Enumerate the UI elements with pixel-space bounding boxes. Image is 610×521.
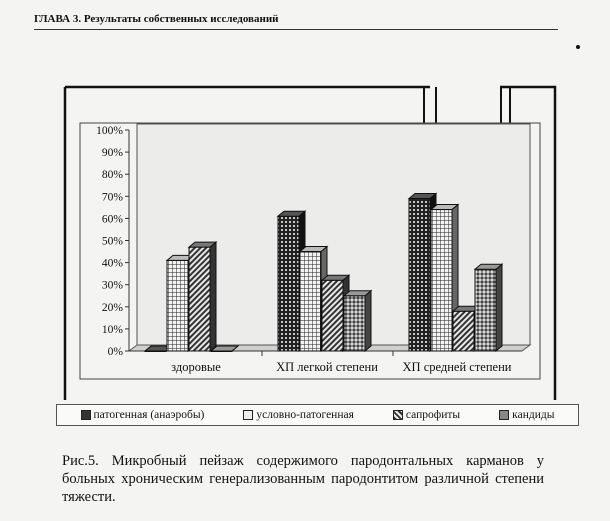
chapter-header: ГЛАВА 3. Результаты собственных исследований: [34, 13, 279, 25]
legend-swatch-conditional: [243, 410, 253, 420]
y-ticks: [96, 125, 129, 358]
x-tick-label: здоровые: [171, 360, 221, 374]
y-tick-label: 60%: [101, 213, 123, 226]
legend-label-saprophytes: сапрофиты: [405, 409, 461, 421]
y-tick-label: 80%: [101, 169, 123, 182]
legend-label-conditional: условно-патогенная: [256, 409, 354, 421]
bar-front: [344, 296, 365, 351]
x-tick-label: ХП легкой степени: [276, 360, 378, 374]
bar: [475, 264, 502, 351]
legend-label-candida: кандиды: [512, 409, 555, 421]
bar-front: [409, 199, 430, 351]
x-tick-label: ХП средней степени: [402, 360, 512, 374]
bar-front: [475, 269, 496, 351]
legend-item-candida: [499, 409, 554, 421]
y-tick-label: 70%: [101, 191, 123, 204]
legend-swatch-candida: [499, 410, 509, 420]
legend-item-conditional: [243, 409, 353, 421]
y-tick-label: 0%: [107, 346, 123, 358]
bar-side: [210, 242, 216, 351]
bar: [344, 291, 371, 351]
legend: [56, 404, 579, 426]
bar-front: [167, 260, 188, 351]
y-tick-label: 20%: [101, 301, 123, 314]
bar-side: [496, 264, 502, 351]
bar-front: [453, 311, 474, 351]
bar-front: [189, 247, 210, 351]
legend-item-pathogenic: [81, 409, 205, 421]
bar: [189, 242, 216, 351]
figure-caption: Рис.5. Микробный пейзаж содержимого пародонтальных карманов у больных хроническим генерализованным пародонтитом различной степени тяжести.: [62, 453, 544, 505]
bar-front: [322, 280, 343, 351]
y-tick-label: 50%: [101, 235, 123, 248]
y-tick-label: 10%: [101, 323, 123, 336]
legend-swatch-saprophytes: [393, 410, 403, 420]
bar-front: [431, 210, 452, 351]
y-tick-label: 90%: [101, 147, 123, 160]
legend-swatch-pathogenic: [81, 410, 91, 420]
y-tick-label: 100%: [96, 125, 123, 137]
legend-item-saprophytes: [393, 409, 460, 421]
x-labels: [171, 351, 512, 374]
bar-front: [278, 216, 299, 351]
y-tick-label: 40%: [101, 257, 123, 270]
legend-label-pathogenic: патогенная (анаэробы): [93, 409, 205, 421]
bar-side: [365, 291, 371, 351]
bar-front: [300, 252, 321, 351]
y-tick-label: 30%: [101, 279, 123, 292]
